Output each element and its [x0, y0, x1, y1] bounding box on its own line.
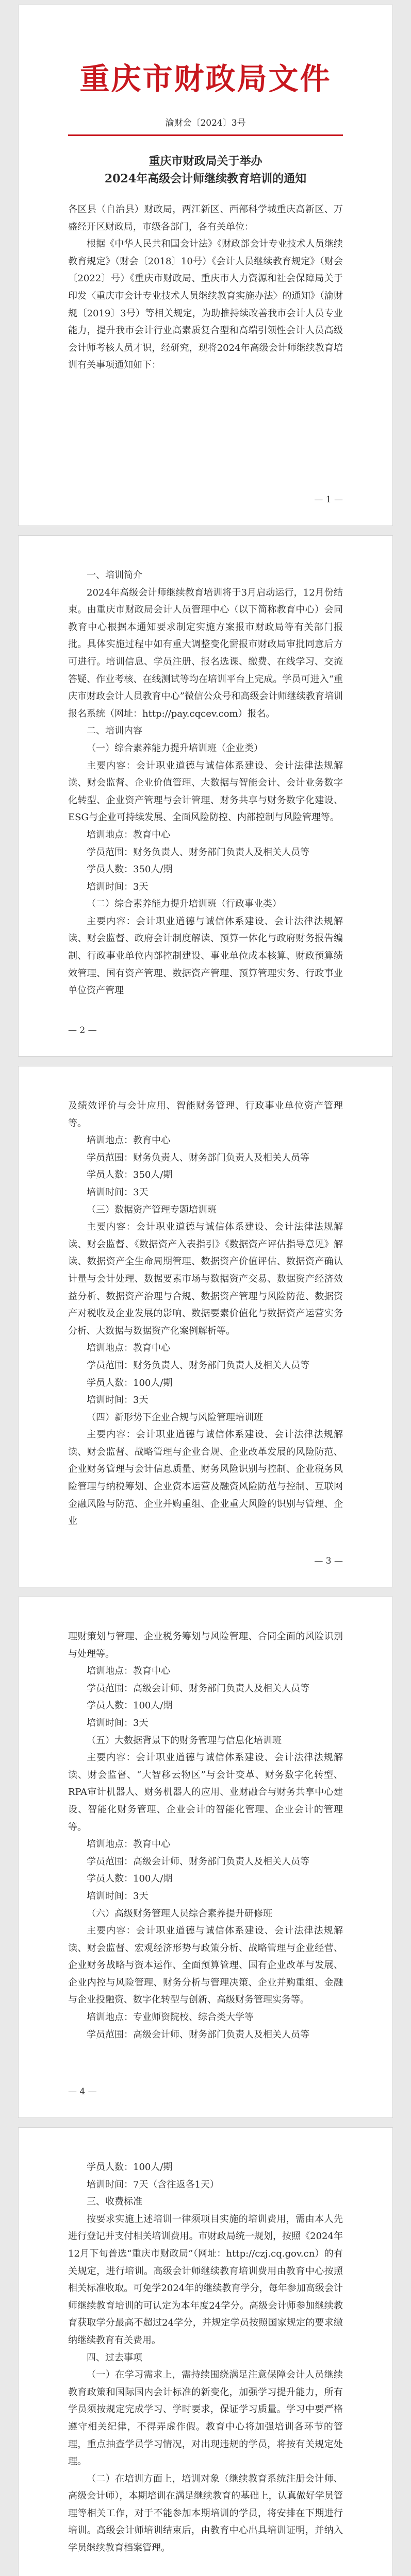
paragraph: 培训地点：教育中心 — [87, 829, 170, 840]
notice-title — [68, 152, 343, 188]
paragraph: 培训地点：教育中心 — [87, 1839, 170, 1850]
paragraph: 学员人数：100人/期 — [87, 1873, 173, 1885]
paragraph: 学员范围：财务负责人、财务部门负责人及相关人员等 — [87, 846, 309, 858]
paragraph: 主要内容：会计职业道德与诚信体系建设、会计法律法规解读、财会监督、企业价值管理、大数据与智能会计、会计业务数字化转型、企业资产管理与会计管理、财务共享与财务数字化建设、ESG与企业可持续发展、全面风险防控、内部控制与风险管理等。 — [68, 760, 343, 823]
paragraph: 培训时间：3天 — [87, 1890, 149, 1902]
paragraph: 培训时间：3天 — [87, 1717, 149, 1728]
paragraph: 培训时间：3天 — [87, 1187, 149, 1198]
paragraph: 培训时间：7天（含往返各1天） — [87, 2179, 219, 2190]
paragraph: 主要内容：会计职业道德与诚信体系建设、会计法律法规解读、财会监督、战略管理与企业合规、企业改革发展的风险防范、企业财务管理与会计信息质量、财务风险识别与控制、企业税务风险管理与纳税筹划、企业资本运营及融资风险防范与控制、互联网金融风险与防范、企业并购重组、企业重大风险的识别与管理、企业 — [68, 1429, 343, 1527]
document-page — [19, 1597, 392, 2117]
paragraph: 按要求实施上述培训一律须项目实施的培训费用，需由本人先进行登记并支付相关培训费用。市财政局统一规划，按照《2024年12月下旬普选“重庆市财政局”（网址：http://czj.cq.gov.cn）的有关规定，进行培训。高级会计师继续教育培训费用由教育中心按照相关标准收取。可免学2024年的继续教育学分，每年参加高级会计师继续教育培训的可认定为本年度24学分。高级会计师参加继续教育获取学分最高不超过24学分，并规定学员按照国家规定的要求缴纳继续教育有关费用。 — [68, 2213, 343, 2346]
paragraph: 培训地点：教育中心 — [87, 1135, 170, 1146]
page-number: — 1 — — [314, 495, 343, 505]
notice-title-line: 重庆市财政局关于举办 — [149, 155, 262, 168]
subsection-heading: （一）综合素养能力提升培训班（企业类） — [87, 742, 263, 754]
paragraph: 理财策划与管理、企业税务筹划与风险管理、合同全面的风险识别与处理等。 — [68, 1631, 343, 1659]
paragraph: （一）在学习需求上，需持续围绕满足注意保障会计人员继续教育政策和国际国内会计标准的新变化，加强学习提升能力，所有学员须按规定完成学习、学时要求，保证学习质量。学习中要严格遵守相关纪律，不得弄虚作假。教育中心将加强培训各环节的管理，重点抽查学员学习情况，对出现违规的学员，将按有关规定处理。 — [68, 2369, 343, 2467]
paragraph: 根据《中华人民共和国会计法》《财政部会计专业技术人员继续教育规定》（财会〔2018〕10号）《会计人员继续教育规定》（财会〔2022〕号）《重庆市财政局、重庆市人力资源和社会保障局关于印发〈重庆市会计专业技术人员继续教育实施办法〉的通知》（渝财规〔2019〕3号）等相关规定，为助推持续改善我市会计人员专业能力，提升我市会计行业高素质复合型和高端引领性会计人员高级会计师考核人员才识，经研究，现将2024年高级会计师继续教育培训有关事项通知如下： — [68, 239, 343, 371]
paragraph: 主要内容：会计职业道德与诚信体系建设、会计法律法规解读、财会监督、宏观经济形势与政策分析、战略管理与企业经营、企业财务战略与资本运作、全面预算管理、国有企业改革与发展、企业内控与风险管理、财务分析与管理决策、企业并购重组、金融与企业投融资、数字化转型与创新、高级财务管理实务等。 — [68, 1925, 343, 2006]
paragraph: 培训地点：专业师资院校、综合类大学等 — [87, 2012, 254, 2023]
red-divider — [68, 134, 343, 136]
paragraph: （二）在培训方面上，培训对象（继续教育系统注册会计师、高级会计师），本期培训在满足继续教育的基础上，认真做好学员管理等相关工作，对于不能参加本期培训的学员，将安排在下期进行培训。高级会计师培训结束后，由教育中心出具培训证明，并纳入学员继续教育档案管理。 — [68, 2473, 343, 2554]
paragraph: 各区县（自治县）财政局，两江新区、西部科学城重庆高新区、万盛经开区财政局，市级各部门，各有关单位： — [68, 204, 343, 232]
paragraph: 2024年高级会计师继续教育培训将于3月启动运行，12月份结束。由重庆市财政局会计人员管理中心（以下简称教育中心）会同教育中心根据本通知要求制定实施方案报市财政局等有关部门报批。具体实施过程中如有重大调整变化需报市财政局审批同意后方可进行。培训信息、学员注册、报名选课、缴费、在线学习、交流答疑、作业考核、在线测试等均在培训平台上完成。学员可进入“重庆市财政会计人员教育中心”微信公众号和高级会计师继续教育培训报名系统（网址：http://pay.cqcev.com）报名。 — [68, 587, 343, 719]
paragraph: 学员人数：100人/期 — [87, 1700, 173, 1711]
paragraph: 及绩效评价与会计应用、智能财务管理、行政事业单位资产管理等。 — [68, 1100, 343, 1129]
page-number: — 4 — — [68, 2087, 97, 2097]
paragraph: 主要内容：会计职业道德与诚信体系建设、会计法律法规解读、财会监督、《数据资产入表指引》《数据资产评估指导意见》解读、数据资产全生命周期管理、数据资产价值评估、数据资产确认计量与会计处理、数据要素市场与数据资产交易、数据资产经济效益分析、数据资产治理与合规、数据资产管理与风险防范、数据资产对税收及企业发展的影响、数据要素价值化与数据资产运营实务分析、大数据与数据资产化案例解析等。 — [68, 1222, 343, 1336]
section-heading: 三、收费标准 — [87, 2196, 142, 2208]
paragraph: 学员范围：高级会计师、财务部门负责人及相关人员等 — [87, 2029, 309, 2040]
paragraph: 学员人数：100人/期 — [87, 2162, 173, 2173]
paragraph: 主要内容：会计职业道德与诚信体系建设、会计法律法规解读、财会监督、“大智移云物区”与会计变革、财务数字化转型、RPA审计机器人、财务机器人的应用、业财融合与财务共享中心建设、智能化财务管理、企业会计的智能化管理、企业会计的管理等。 — [68, 1752, 343, 1833]
paragraph: 培训地点：教育中心 — [87, 1343, 170, 1354]
document-page — [19, 536, 392, 1056]
paragraph: 学员范围：高级会计师、财务部门负责人及相关人员等 — [87, 1683, 309, 1694]
page-number: — 2 — — [68, 1025, 97, 1036]
subsection-heading: （四）新形势下企业合规与风险管理培训班 — [87, 1412, 263, 1423]
subsection-heading: （五）大数据背景下的财务管理与信息化培训班 — [87, 1735, 282, 1746]
paragraph: 学员范围：高级会计师、财务部门负责人及相关人员等 — [87, 1856, 309, 1867]
paragraph: 学员范围：财务负责人、财务部门负责人及相关人员等 — [87, 1152, 309, 1163]
paragraph: 学员人数：100人/期 — [87, 1377, 173, 1388]
paragraph: 培训时间：3天 — [87, 1395, 149, 1406]
paragraph: 学员人数：350人/期 — [87, 864, 173, 875]
section-heading: 四、过去事项 — [87, 2352, 142, 2363]
document-number: 渝财会〔2024〕3号 — [165, 118, 246, 128]
paragraph: 学员范围：财务负责人、财务部门负责人及相关人员等 — [87, 1360, 309, 1371]
section-heading: 一、培训简介 — [87, 570, 142, 581]
paragraph: 主要内容：会计职业道德与诚信体系建设、会计法律法规解读、财会监督、政府会计制度解读、预算一体化与政府财务报告编制、行政事业单位内部控制建设、事业单位成本核算、财政预算绩效管理、国有资产管理、数据资产管理、预算管理实务、行政事业单位资产管理 — [68, 916, 343, 996]
paragraph: 学员人数：350人/期 — [87, 1170, 173, 1181]
subsection-heading: （三）数据资产管理专题培训班 — [87, 1204, 217, 1215]
subsection-heading: （六）高级财务管理人员综合素养提升研修班 — [87, 1908, 272, 1919]
paragraph: 培训地点：教育中心 — [87, 1666, 170, 1677]
document-header-title: 重庆市财政局文件 — [79, 61, 332, 96]
document-page — [19, 1066, 392, 1587]
notice-title-line: 2024年高级会计师继续教育培训的通知 — [104, 172, 307, 185]
page-number: — 3 — — [314, 1556, 343, 1566]
paragraph: 培训时间：3天 — [87, 881, 149, 892]
subsection-heading: （二）综合素养能力提升培训班（行政事业类） — [87, 899, 282, 910]
document-page — [19, 5, 392, 526]
section-heading: 二、培训内容 — [87, 725, 142, 737]
document-page — [19, 2128, 392, 2576]
